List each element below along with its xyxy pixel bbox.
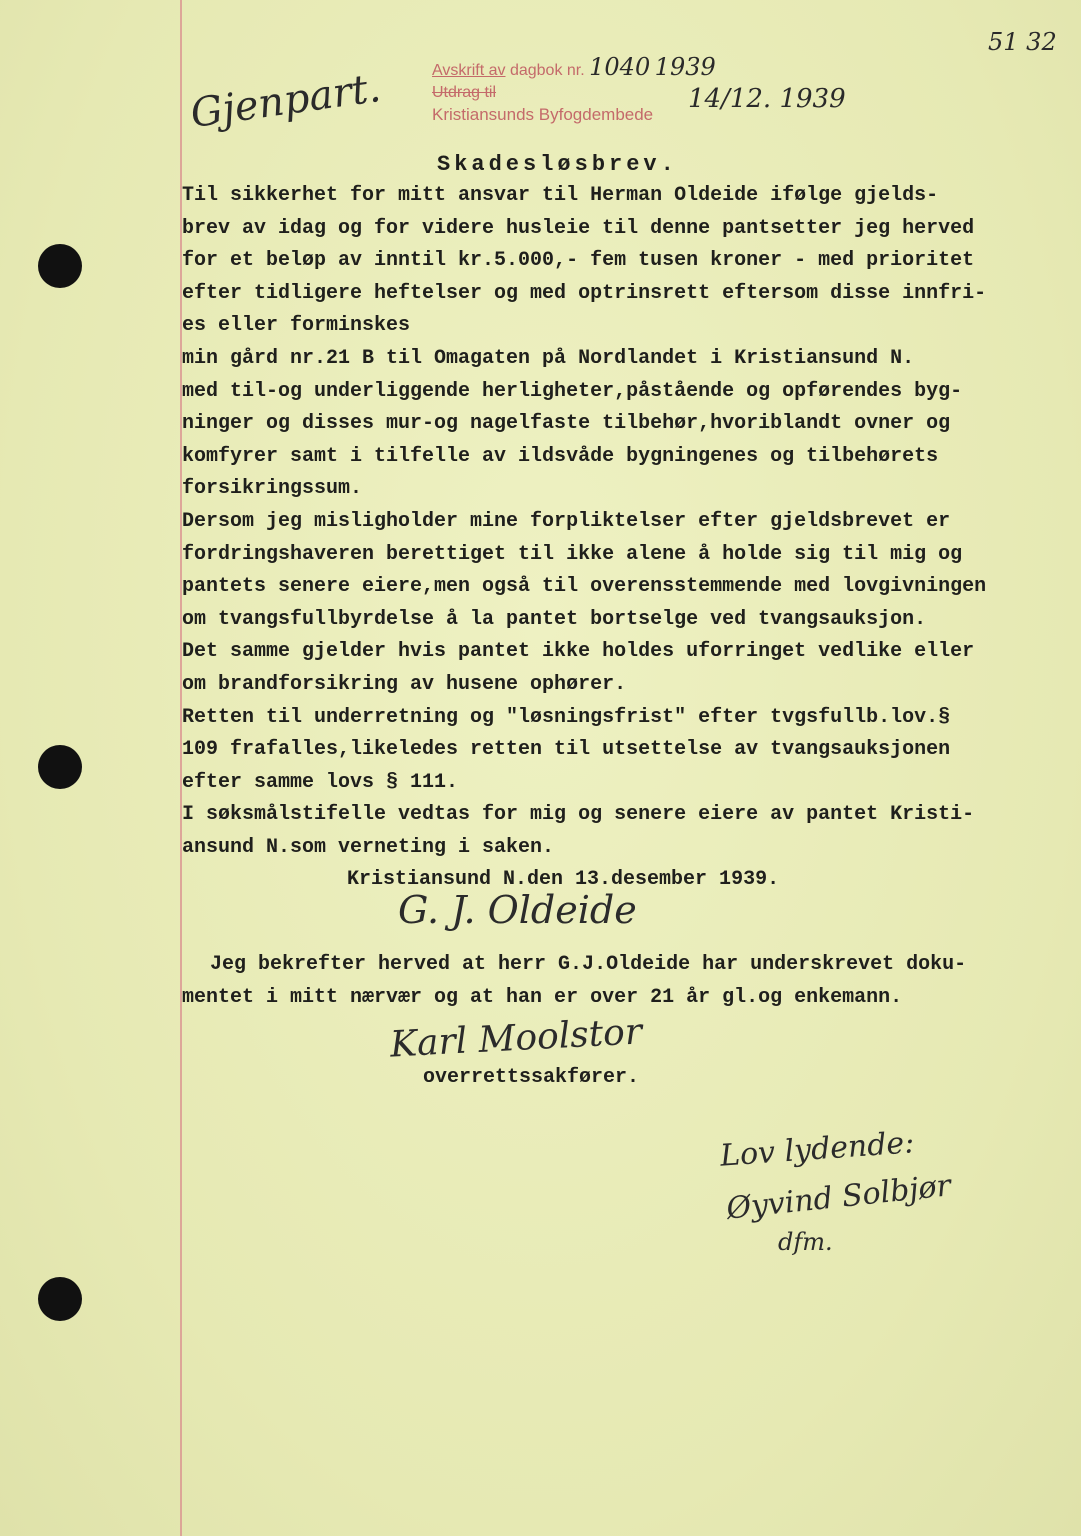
witness-role: overrettssakfører.	[423, 1066, 640, 1089]
stamp-number: 1040	[589, 53, 651, 81]
body-line: Dersom jeg misligholder mine forpliktelser efter gjeldsbrevet er	[182, 509, 951, 533]
copy-mark: Gjenpart.	[187, 64, 384, 138]
punch-hole	[38, 745, 82, 789]
witness-signature: Karl Moolstor	[389, 1011, 643, 1066]
body-line: fordringshaveren berettiget til ikke alene å holde sig til mig og	[182, 542, 963, 566]
stamp-date: 14/12. 1939	[688, 84, 846, 114]
date-line: Kristiansund N.den 13.desember 1939.	[347, 868, 780, 892]
body-line: brev av idag og for videre husleie til denne pantsetter jeg herved	[182, 216, 975, 240]
certification	[182, 948, 1032, 1014]
body-line: om tvangsfullbyrdelse å la pantet bortselge ved tvangsauksjon.	[182, 607, 927, 631]
body-line: for et beløp av inntil kr.5.000,- fem tusen kroner - med prioritet	[182, 249, 975, 273]
body-line: komfyrer samt i tilfelle av ildsvåde bygningenes og tilbehørets	[182, 444, 939, 468]
body-line: 109 frafalles,likeledes retten til utsettelse av tvangsauksjonen	[182, 738, 951, 762]
body-line: efter samme lovs § 111.	[182, 770, 459, 794]
registry-stamp	[432, 53, 716, 126]
body-line: min gård nr.21 B til Omagaten på Nordlandet i Kristiansund N.	[182, 346, 915, 370]
stamp-struck-line: Utdrag til	[432, 84, 497, 101]
body-line: I søksmålstifelle vedtas for mig og senere eiere av pantet Kristi-	[182, 803, 975, 827]
body-line: ansund N.som verneting i saken.	[182, 835, 555, 859]
body-line: Til sikkerhet for mitt ansvar til Herman Oldeide ifølge gjelds-	[182, 184, 939, 207]
body-line: pantets senere eiere,men også til overensstemmende med lovgivningen	[182, 575, 987, 599]
verification-signature: Øyvind Solbjør	[724, 1168, 953, 1227]
punch-hole	[38, 1277, 82, 1321]
body-line: es eller forminskes	[182, 314, 411, 338]
stamp-prefix: Avskrift av	[432, 62, 506, 79]
certification-line: mentet i mitt nærvær og at han er over 21 år gl.og enkemann.	[182, 986, 903, 1009]
debtor-signature: G. J. Oldeide	[398, 888, 637, 932]
body-line: forsikringssum.	[182, 477, 363, 501]
certification-line: Jeg bekrefter herved at herr G.J.Oldeide har underskrevet doku-	[210, 953, 967, 976]
verification-title: dfm.	[778, 1228, 833, 1256]
stamp-year: 1939	[654, 53, 716, 81]
body-line: med til-og underliggende herligheter,påstående og opførendes byg-	[182, 379, 963, 403]
document-title: Skadesløsbrev.	[437, 152, 678, 177]
body-line: efter tidligere heftelser og med optrinsrett eftersom disse innfri-	[182, 281, 987, 305]
body-line: om brandforsikring av husene ophører.	[182, 672, 627, 696]
body-line: Retten til underretning og "løsningsfrist" efter tvgsfullb.lov.§	[182, 705, 951, 729]
body-text	[182, 180, 1052, 897]
body-line: Det samme gjelder hvis pantet ikke holdes uforringet vedlike eller	[182, 640, 975, 664]
stamp-office: Kristiansunds Byfogdembede	[432, 105, 654, 124]
verification-line: Lov lydende:	[719, 1125, 916, 1174]
punch-hole	[38, 244, 82, 288]
body-line: ninger og disses mur-og nagelfaste tilbehør,hvoriblandt ovner og	[182, 412, 951, 436]
page-number: 51 32	[988, 28, 1057, 56]
stamp-label: dagbok nr.	[509, 62, 585, 79]
